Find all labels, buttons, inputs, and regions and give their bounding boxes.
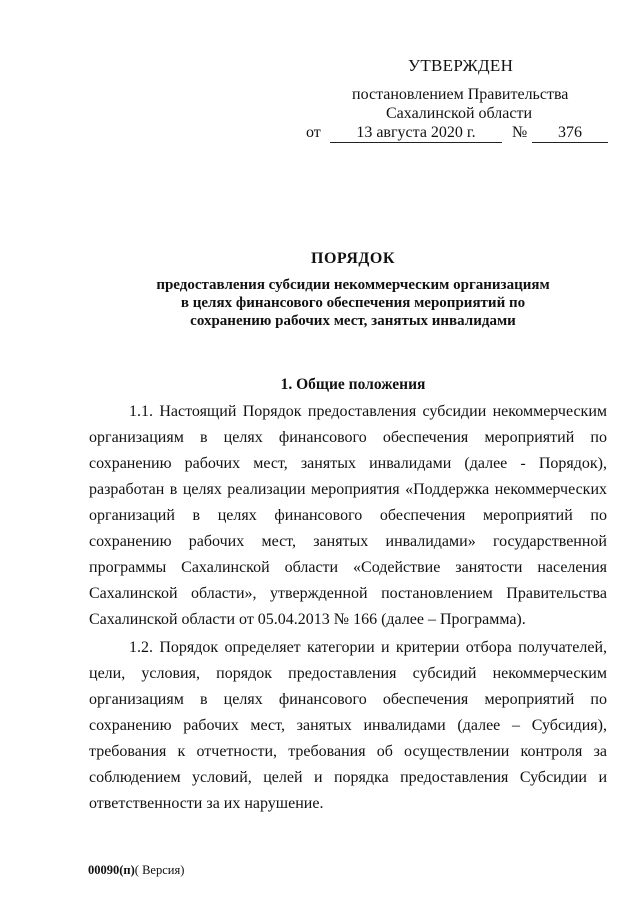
decree-number: 376 (532, 123, 608, 143)
document-title: ПОРЯДОК (311, 250, 395, 267)
from-label: от (306, 124, 321, 141)
footer-code (88, 863, 184, 878)
document-subtitle (0, 276, 640, 330)
number-label: № (512, 124, 528, 141)
paragraph-1-1: 1.1. Настоящий Порядок предоставления субсидии некоммерческим организациям в целях финансового обеспечения мероприятий по сохранению рабочих мест, занятых инвалидами (далее - Порядок), разработан в целях реализации мероприятия «Поддержка некоммерческих организаций в целях финансового обеспечения мероприятий по сохранению рабочих мест, занятых инвалидами» государственной программы Сахалинской области «Содействие занятости населения Сахалинской области», утвержденной постановлением Правительства Сахалинской области от 05.04.2013 № 166 (далее – Программа). (89, 403, 607, 628)
version-label: ( Версия) (134, 863, 185, 877)
subtitle-line-2: в целях финансового обеспечения мероприятий по (180, 295, 526, 311)
decree-date-row (306, 123, 616, 143)
subtitle-line-1: предоставления субсидии некоммерческим организациям (156, 277, 550, 293)
decree-date: 13 августа 2020 г. (330, 123, 502, 143)
decree-line-2: Сахалинской области (386, 105, 533, 122)
document-code: 00090(п) (88, 863, 135, 877)
subtitle-line-3: сохранению рабочих мест, занятых инвалидами (190, 313, 516, 329)
decree-line-1: постановлением Правительства (352, 86, 569, 103)
section-body (89, 399, 607, 817)
section-title: 1. Общие положения (280, 376, 426, 393)
paragraph-1-2: 1.2. Порядок определяет категории и критерии отбора получателей, цели, условия, порядок предоставления субсидий некоммерческим организациям в целях финансового обеспечения мероприятий по сохранению рабочих мест, занятых инвалидами (далее – Субсидия), требования к отчетности, требования об осуществлении контроля за соблюдением условий, целей и порядка предоставления Субсидии и ответственности за их нарушение. (89, 639, 607, 812)
approved-title: УТВЕРЖДЕН (408, 56, 514, 75)
